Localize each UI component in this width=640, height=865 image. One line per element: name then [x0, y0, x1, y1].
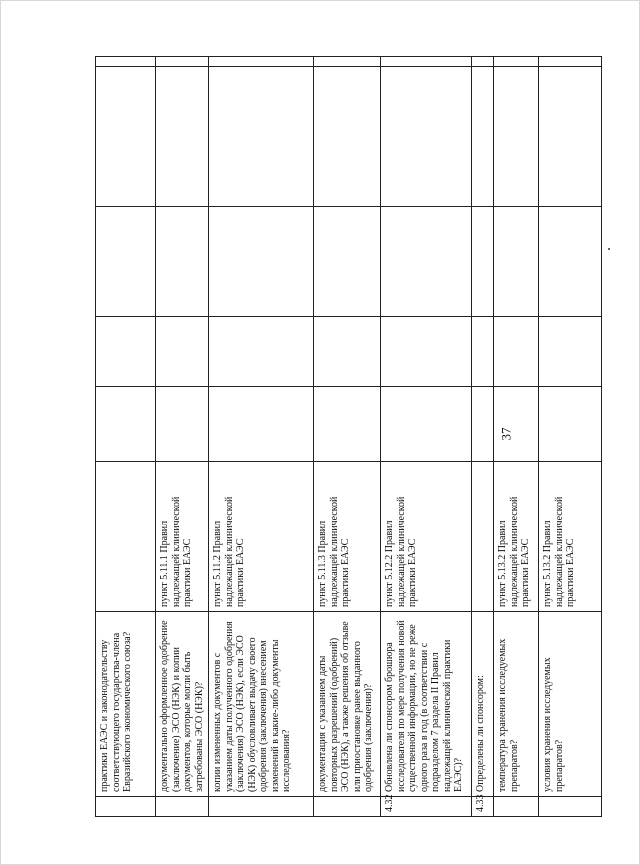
question-cell: документация с указанием даты повторных разрешений (одобрений) ЭСО (НЭК), а также решения об отзыве или приостановке ранее выданного одобрения (заключения)?	[314, 612, 381, 797]
notes-cell	[472, 67, 494, 207]
row-number-cell	[156, 797, 209, 817]
notes-cell	[539, 67, 602, 207]
question-cell: документально оформленное одобрение (заключение) ЭСО (НЭК) и копии документов, которые могли быть затребованы ЭСО (НЭК)?	[156, 612, 209, 797]
edge-cell	[96, 57, 156, 67]
edge-cell	[209, 57, 314, 67]
answer-cell	[472, 387, 494, 462]
answer-cell	[472, 207, 494, 317]
answer-cell	[314, 207, 381, 317]
row-number-cell	[209, 797, 314, 817]
table-row	[156, 57, 209, 817]
edge-cell	[381, 57, 472, 67]
answer-cell	[472, 317, 494, 387]
rotated-table-wrapper	[95, 57, 600, 817]
edge-cell	[472, 57, 494, 67]
scan-speck	[608, 248, 610, 250]
question-cell: Обновлена ли спонсором брошюра исследователя по мере получения новой существенной информации, но не реже одного раза в год (в соответствии с подразделом 7 раздела II Правил надлежащей клинической практики ЕАЭС)?	[381, 612, 472, 797]
edge-cell	[156, 57, 209, 67]
notes-cell	[381, 67, 472, 207]
question-cell: копии измененных документов с указанием даты полученного одобрения (заключения) ЭСО (НЭК), если ЭСО (НЭК) обусловливает выдачу своего одобрения (заключения) внесением изменений в какие-либо документы исследования?	[209, 612, 314, 797]
answer-cell	[494, 317, 539, 387]
answer-cell	[494, 387, 539, 462]
reference-cell: пункт 5.11.1 Правил надлежащей клинической практики ЕАЭС	[156, 462, 209, 612]
row-number-cell: 4.33	[472, 797, 494, 817]
page-number: 37	[498, 427, 514, 441]
answer-cell	[314, 387, 381, 462]
table-row	[494, 57, 539, 817]
notes-cell	[209, 67, 314, 207]
reference-cell: пункт 5.11.3 Правил надлежащей клинической практики ЕАЭС	[314, 462, 381, 612]
notes-cell	[96, 67, 156, 207]
answer-cell	[314, 317, 381, 387]
answer-cell	[494, 207, 539, 317]
answer-cell	[209, 207, 314, 317]
answer-cell	[381, 387, 472, 462]
answer-cell	[209, 387, 314, 462]
edge-cell	[539, 57, 602, 67]
question-cell: температура хранения исследуемых препаратов?	[494, 612, 539, 797]
row-number-cell	[96, 797, 156, 817]
answer-cell	[156, 387, 209, 462]
reference-cell	[96, 462, 156, 612]
row-number-cell	[494, 797, 539, 817]
row-number-cell	[539, 797, 602, 817]
table-row	[472, 57, 494, 817]
reference-cell: пункт 5.11.2 Правил надлежащей клинической практики ЕАЭС	[209, 462, 314, 612]
answer-cell	[381, 317, 472, 387]
answer-cell	[209, 317, 314, 387]
row-number-cell	[314, 797, 381, 817]
edge-cell	[494, 57, 539, 67]
table-row	[209, 57, 314, 817]
question-cell: Определены ли спонсором:	[472, 612, 494, 797]
answer-cell	[156, 207, 209, 317]
answer-cell	[96, 207, 156, 317]
row-number-cell: 4.32	[381, 797, 472, 817]
answer-cell	[96, 387, 156, 462]
reference-cell: пункт 5.12.2 Правил надлежащей клинической практики ЕАЭС	[381, 462, 472, 612]
table-row	[381, 57, 472, 817]
answer-cell	[539, 207, 602, 317]
answer-cell	[539, 387, 602, 462]
answer-cell	[96, 317, 156, 387]
table-row	[539, 57, 602, 817]
notes-cell	[156, 67, 209, 207]
answer-cell	[381, 207, 472, 317]
reference-cell	[472, 462, 494, 612]
edge-cell	[314, 57, 381, 67]
table-row	[314, 57, 381, 817]
answer-cell	[156, 317, 209, 387]
notes-cell	[314, 67, 381, 207]
checklist-table	[95, 56, 602, 817]
question-cell: практики ЕАЭС и законодательству соответствующего государства-члена Евразийского экономического союза?	[96, 612, 156, 797]
reference-cell: пункт 5.13.2 Правил надлежащей клинической практики ЕАЭС	[539, 462, 602, 612]
question-cell: условия хранения исследуемых препаратов?	[539, 612, 602, 797]
notes-cell	[494, 67, 539, 207]
reference-cell: пункт 5.13.2 Правил надлежащей клинической практики ЕАЭС	[494, 462, 539, 612]
table-row	[96, 57, 156, 817]
answer-cell	[539, 317, 602, 387]
